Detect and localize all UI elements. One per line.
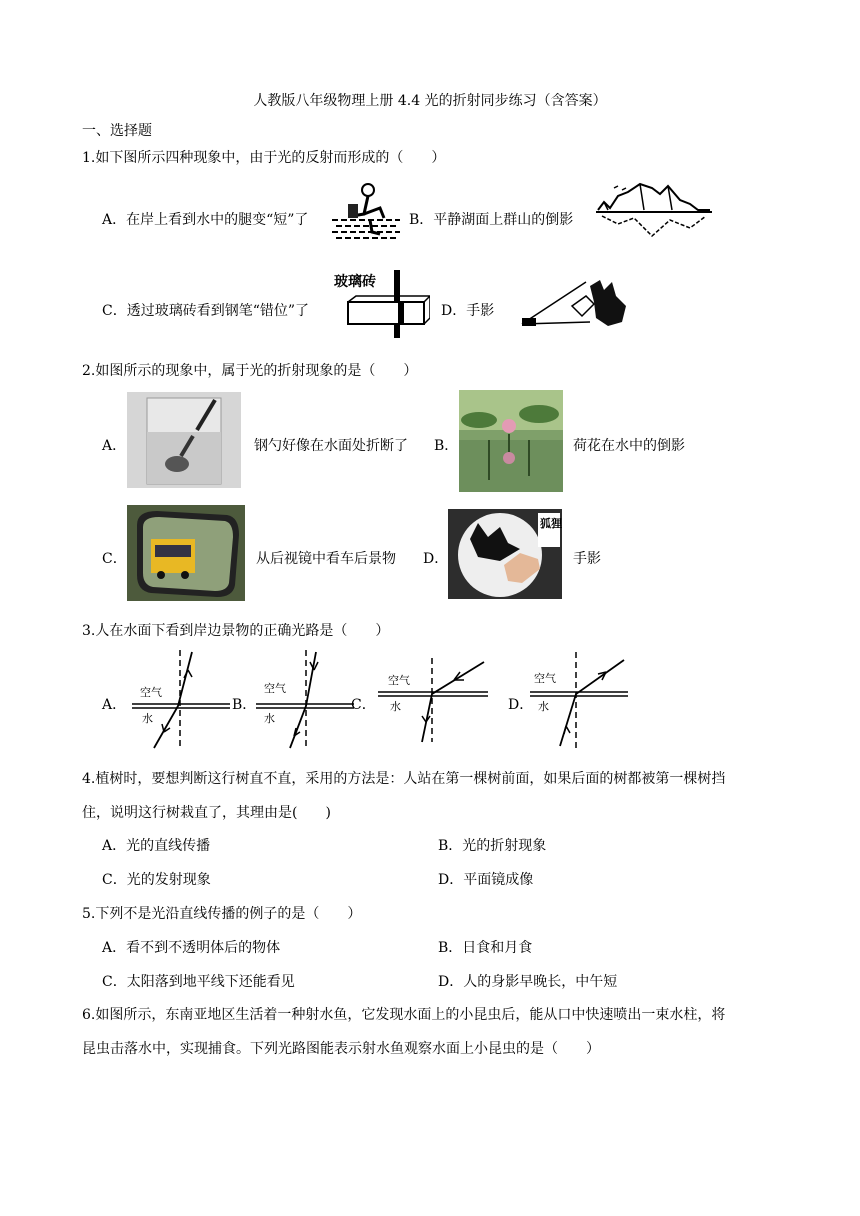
q3-option-b[interactable]: B．	[232, 697, 257, 713]
fox-label: 狐狸	[540, 517, 562, 530]
q2-stem: 2.如图所示的现象中，属于光的折射现象的是（ ）	[82, 363, 418, 379]
mountain-reflection-image	[594, 180, 714, 242]
q4-option-d[interactable]: D．平面镜成像	[438, 872, 534, 888]
leg-in-water-image	[328, 180, 404, 246]
svg-text:空气: 空气	[264, 682, 286, 695]
light-path-diagram-b	[256, 648, 354, 752]
hand-shadow-image	[516, 276, 630, 332]
light-path-diagram-d	[530, 650, 628, 750]
lotus-reflection-image	[459, 390, 563, 492]
svg-text:水: 水	[142, 712, 153, 725]
q2-option-b[interactable]: 荷花在水中的倒影	[573, 438, 685, 454]
q2-option-a[interactable]: 钢勺好像在水面处折断了	[254, 438, 408, 454]
svg-text:水: 水	[264, 712, 275, 725]
q1-option-d[interactable]: D．手影	[441, 303, 495, 319]
spoon-in-water-image	[127, 392, 241, 488]
q2-option-a-letter[interactable]: A．	[102, 438, 127, 454]
q1-option-b[interactable]: B．平静湖面上群山的倒影	[409, 212, 574, 228]
q5-option-d[interactable]: D．人的身影早晚长，中午短	[438, 974, 618, 990]
q5-option-c[interactable]: C．太阳落到地平线下还能看见	[102, 974, 295, 990]
svg-text:空气: 空气	[388, 674, 410, 687]
fox-hand-shadow-image	[448, 509, 562, 599]
light-path-diagram-c	[378, 656, 488, 744]
q4-option-c[interactable]: C．光的发射现象	[102, 872, 211, 888]
section-heading: 一、选择题	[82, 123, 152, 139]
q5-option-a[interactable]: A．看不到不透明体后的物体	[102, 940, 281, 956]
q3-stem: 3.人在水面下看到岸边景物的正确光路是（ ）	[82, 623, 390, 639]
q1-option-a[interactable]: A．在岸上看到水中的腿变“短”了	[102, 212, 309, 228]
q3-option-c[interactable]: C．	[351, 697, 376, 713]
q2-option-d-letter[interactable]: D．	[423, 551, 449, 567]
q4-option-b[interactable]: B．光的折射现象	[438, 838, 547, 854]
light-path-diagram-a	[132, 648, 230, 752]
svg-text:水: 水	[538, 700, 549, 713]
q2-option-b-letter[interactable]: B．	[434, 438, 459, 454]
q4-stem-line2: 住，说明这行树栽直了，其理由是( )	[82, 805, 331, 821]
q2-option-d[interactable]: 手影	[573, 551, 601, 567]
svg-text:空气: 空气	[140, 686, 162, 699]
svg-text:水: 水	[390, 700, 401, 713]
page-title: 人教版八年级物理上册 4.4 光的折射同步练习（含答案）	[253, 93, 607, 109]
q6-stem-line1: 6.如图所示，东南亚地区生活着一种射水鱼，它发现水面上的小昆虫后，能从口中快速喷出一束水柱，将	[82, 1007, 726, 1023]
q6-stem-line2: 昆虫击落水中，实现捕食。下列光路图能表示射水鱼观察水面上小昆虫的是（ ）	[82, 1041, 600, 1057]
q4-stem-line1: 4.植树时，要想判断这行树直不直，采用的方法是：人站在第一棵树前面，如果后面的树都被第一棵树挡	[82, 771, 726, 787]
q2-option-c-letter[interactable]: C．	[102, 551, 127, 567]
q3-option-d[interactable]: D．	[508, 697, 534, 713]
q4-option-a[interactable]: A．光的直线传播	[102, 838, 211, 854]
svg-text:空气: 空气	[534, 672, 556, 685]
q2-option-c[interactable]: 从后视镜中看车后景物	[256, 551, 396, 567]
rearview-mirror-image	[127, 505, 245, 601]
q5-option-b[interactable]: B．日食和月食	[438, 940, 533, 956]
q1-stem: 1.如下图所示四种现象中，由于光的反射而形成的（ ）	[82, 150, 446, 166]
q1-option-c[interactable]: C．透过玻璃砖看到钢笔“错位”了	[102, 303, 310, 319]
glass-brick-pen-image	[330, 268, 430, 340]
q5-stem: 5.下列不是光沿直线传播的例子的是（ ）	[82, 906, 362, 922]
glass-brick-label: 玻璃砖	[334, 274, 376, 290]
q3-option-a[interactable]: A．	[102, 697, 127, 713]
